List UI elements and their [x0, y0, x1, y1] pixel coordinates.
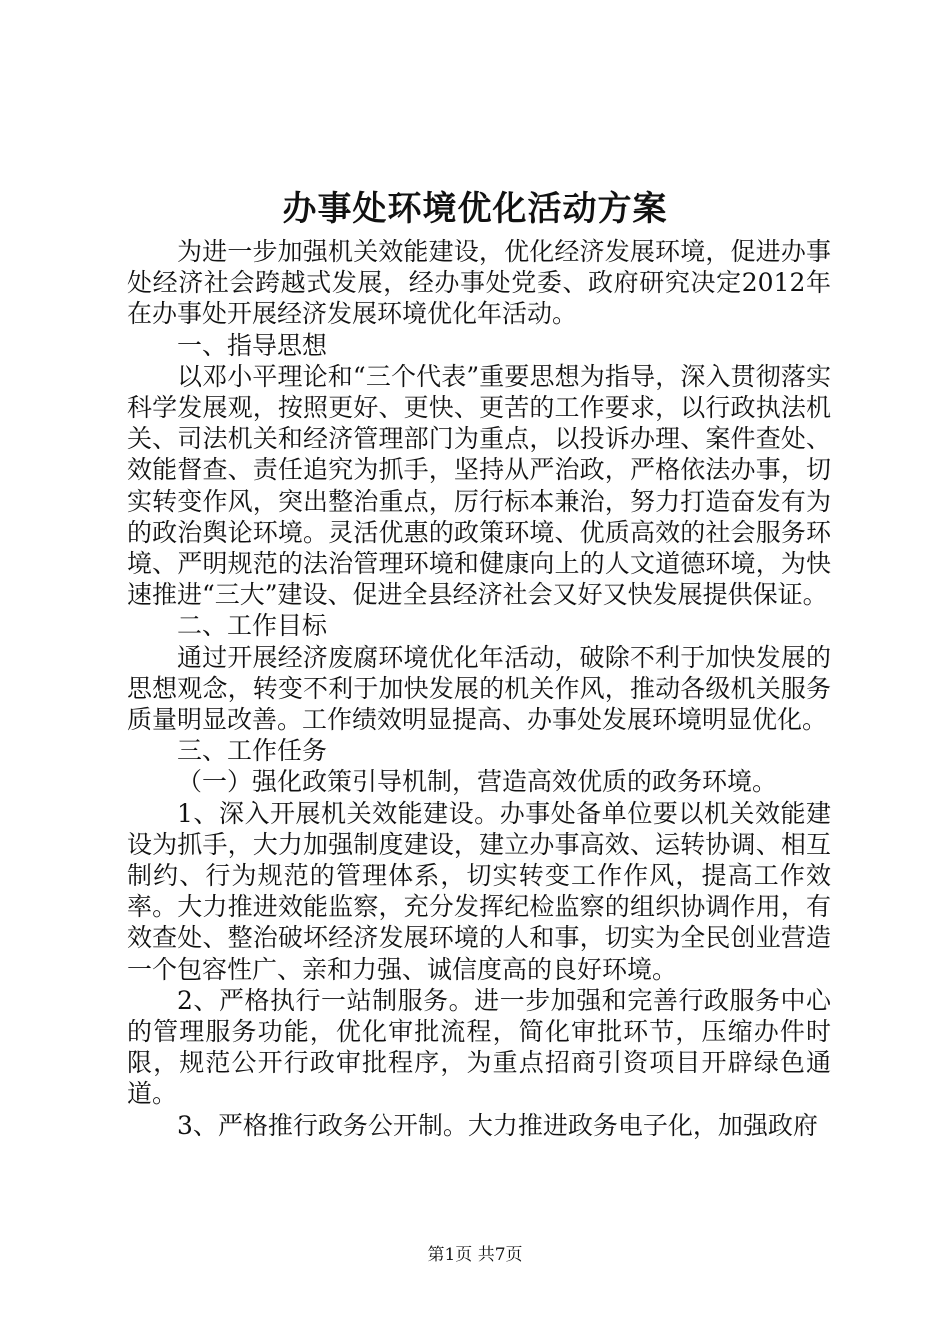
- document-title: 办事处环境优化活动方案: [282, 189, 668, 229]
- task-item-3-paragraph: 3、严格推行政务公开制。大力推进政务电子化，加强政府: [177, 1110, 818, 1140]
- intro-paragraph: 为进一步加强机关效能建设，优化经济发展环境，促进办事处经济社会跨越式发展，经办事处党委、政府研究决定2012年在办事处开展经济发展环境优化年活动。: [127, 237, 831, 329]
- document-body: [127, 236, 831, 1141]
- section-heading-guiding-ideology: 一、指导思想: [177, 330, 328, 360]
- work-goals-paragraph: 通过开展经济废腐环境优化年活动，破除不利于加快发展的思想观念，转变不利于加快发展的机关作风，推动各级机关服务质量明显改善。工作绩效明显提高、办事处发展环境明显优化。: [127, 642, 831, 735]
- section-heading-work-goals: 二、工作目标: [177, 611, 328, 641]
- subsection-heading-policy: （一）强化政策引导机制，营造高效优质的政务环境。: [177, 767, 778, 797]
- task-item-1-paragraph: 1、深入开展机关效能建设。办事处备单位要以机关效能建设为抓手，大力加强制度建设，建立办事高效、运转协调、相互制约、行为规范的管理体系，切实转变工作作风，提高工作效率。大力推进效能监察，充分发挥纪检监察的组织协调作用，有效查处、整治破坏经济发展环境的人和事，切实为全民创业营造一个包容性广、亲和力强、诚信度高的良好环境。: [127, 798, 831, 984]
- section-heading-work-tasks: 三、工作任务: [177, 736, 328, 766]
- guiding-ideology-paragraph: 以邓小平理论和“三个代表”重要思想为指导，深入贯彻落实科学发展观，按照更好、更快、更苦的工作要求，以行政执法机关、司法机关和经济管理部门为重点，以投诉办理、案件查处、效能督查、责任追究为抓手，坚持从严治政，严格依法办事，切实转变作风，突出整治重点，厉行标本兼治，努力打造奋发有为的政治舆论环境。灵活优惠的政策环境、优质高效的社会服务环境、严明规范的法治管理环境和健康向上的人文道德环境，为快速推进“三大”建设、促进全县经济社会又好又快发展提供保证。: [127, 361, 831, 610]
- page-number-footer: 第1页 共7页: [427, 1245, 523, 1265]
- task-item-2-paragraph: 2、严格执行一站制服务。进一步加强和完善行政服务中心的管理服务功能，优化审批流程，简化审批环节，压缩办件时限，规范公开行政审批程序，为重点招商引资项目开辟绿色通道。: [127, 985, 831, 1109]
